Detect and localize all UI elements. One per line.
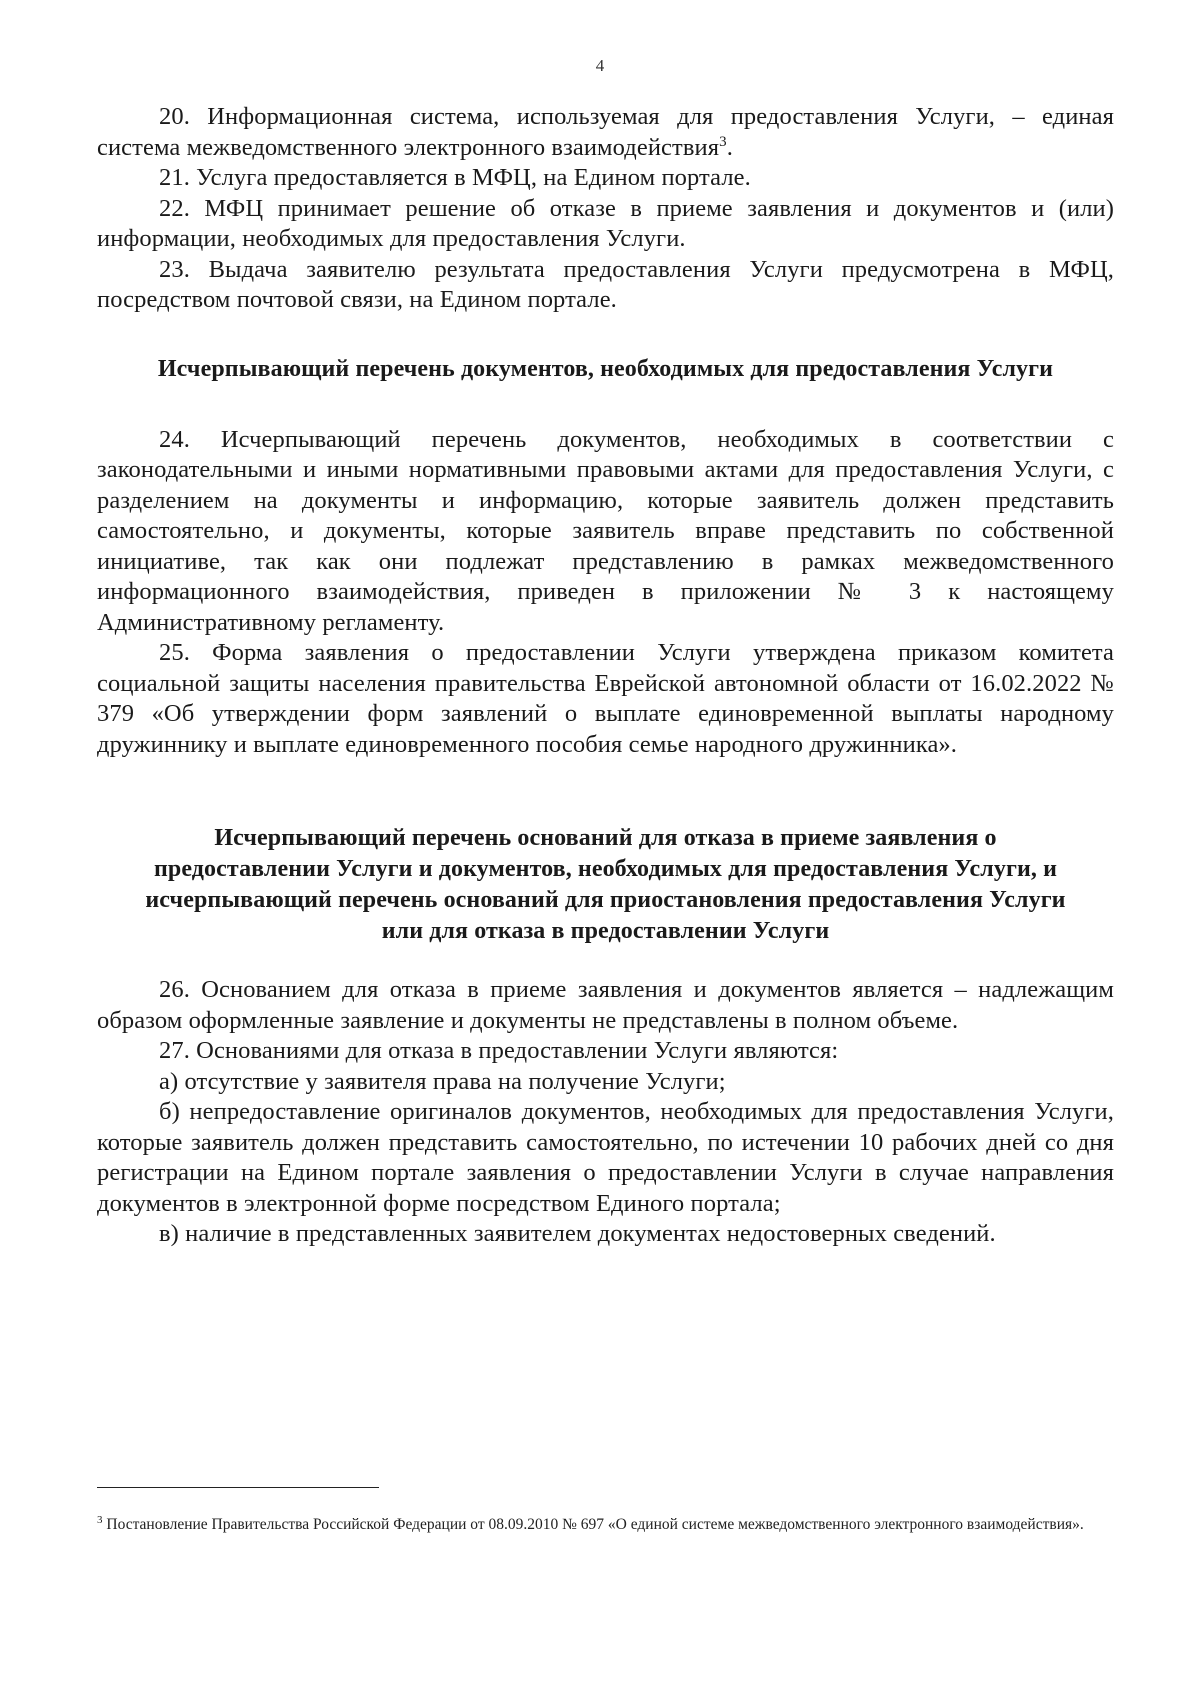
list-item-c: в) наличие в представленных заявителем документах недостоверных сведений. <box>159 1220 996 1247</box>
section-heading-refusal-grounds: Исчерпывающий перечень оснований для отказа в приеме заявления о предоставлении Услуги и документов, необходимых для предоставления Услуги, и исчерпывающий перечень оснований для приостановления предоставления Услуги или для отказа в предоставлении Услуги <box>145 825 1066 944</box>
paragraph-25: 25. Форма заявления о предоставлении Услуги утверждена приказом комитета социальной защиты населения правительства Еврейской автономной области от 16.02.2022 № 379 «Об утверждении форм заявлений о выплате единовременной выплаты народному дружиннику и выплате единовременного пособия семье народного дружинника». <box>97 639 1114 758</box>
paragraph-20-end: . <box>726 133 733 161</box>
list-item-a: а) отсутствие у заявителя права на получение Услуги; <box>159 1067 726 1095</box>
paragraph-27: 27. Основаниями для отказа в предоставлении Услуги являются: <box>159 1037 839 1064</box>
list-item-b: б) непредоставление оригиналов документов, необходимых для предоставления Услуги, которые заявитель должен представить самостоятельно, по истечении 10 рабочих дней со дня регистрации на Едином портале заявления о предоставлении Услуги в случае направления документов в электронной форме посредством Единого портала; <box>97 1098 1114 1217</box>
footnote-separator <box>97 1487 379 1488</box>
paragraph-23: 23. Выдача заявителю результата предоставления Услуги предусмотрена в МФЦ, посредством почтовой связи, на Едином портале. <box>97 255 1114 313</box>
footnote-text: Постановление Правительства Российской Федерации от 08.09.2010 № 697 «О единой системе межведомственного электронного взаимодействия». <box>102 1516 1084 1533</box>
document-body <box>97 102 1114 1250</box>
paragraph-20 <box>97 102 1114 163</box>
footnote-reference: 3 <box>719 133 727 150</box>
footnote <box>97 1514 1114 1535</box>
section-heading-documents: Исчерпывающий перечень документов, необходимых для предоставления Услуги <box>157 355 1054 382</box>
paragraph-21: 21. Услуга предоставляется в МФЦ, на Едином портале. <box>159 164 751 191</box>
page-number: 4 <box>595 56 605 75</box>
paragraph-22: 22. МФЦ принимает решение об отказе в приеме заявления и документов и (или) информации, необходимых для предоставления Услуги. <box>97 194 1114 252</box>
footnote-marker: 3 <box>97 1513 103 1526</box>
paragraph-24: 24. Исчерпывающий перечень документов, необходимых в соответствии с законодательными и иными нормативными правовыми актами для предоставления Услуги, с разделением на документы и информацию, которые заявитель должен представить самостоятельно, и документы, которые заявитель вправе представить по собственной инициативе, так как они подлежат представлению в рамках межведомственного информационного взаимодействия, приведен в приложении № 3 к настоящему Административному регламенту. <box>97 425 1114 636</box>
paragraph-26: 26. Основанием для отказа в приеме заявления и документов является – надлежащим образом оформленные заявление и документы не представлены в полном объеме. <box>97 976 1114 1034</box>
paragraph-20-text: 20. Информационная система, используемая для предоставления Услуги, – единая система межведомственного электронного взаимодействия <box>97 103 1114 161</box>
